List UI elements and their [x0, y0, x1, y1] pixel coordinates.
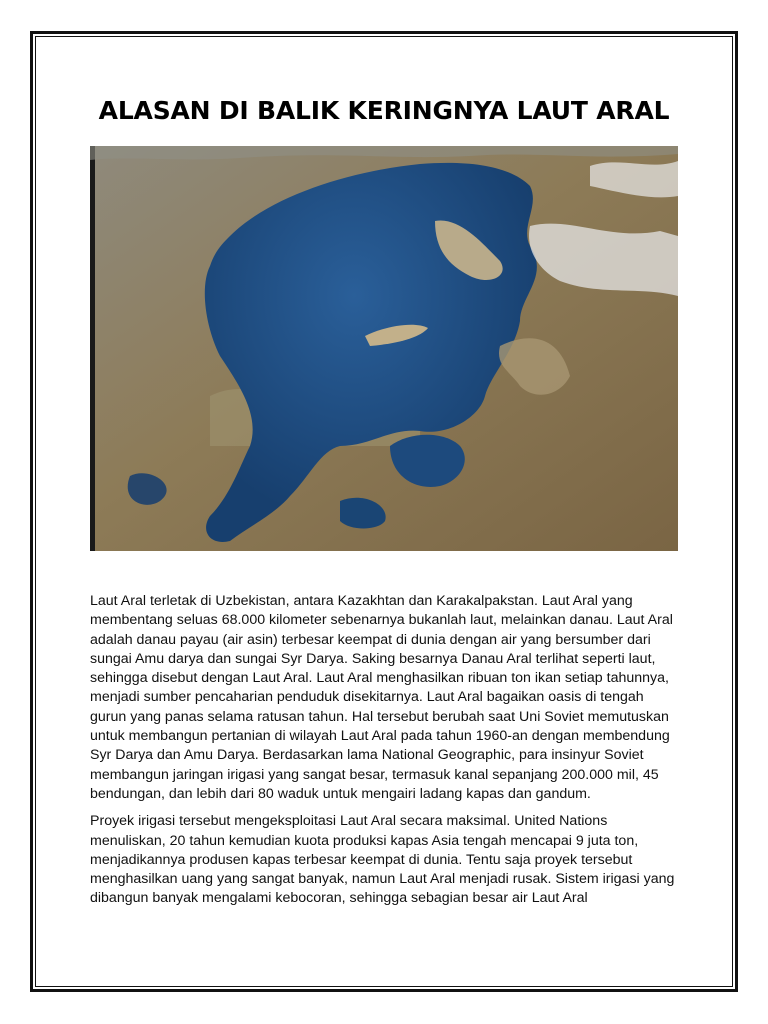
photo-edge [90, 146, 95, 551]
article-body [90, 592, 678, 917]
page-title: ALASAN DI BALIK KERINGNYA LAUT ARAL [98, 96, 670, 125]
aral-sea-photo [90, 146, 678, 551]
paragraph-1: Laut Aral terletak di Uzbekistan, antara Kazakhtan dan Karakalpakstan. Laut Aral yang membentang seluas 68.000 kilometer sebenarnya bukanlah laut, melainkan danau. Laut Aral adalah danau payau (air asin) terbesar keempat di dunia dengan air yang bersumber dari sungai Amu darya dan sungai Syr Darya. Saking besarnya Danau Aral terlihat seperti laut, sehingga disebut dengan Laut Aral. Laut Aral menghasilkan ribuan ton ikan setiap tahunnya, menjadi sumber pencaharian penduduk disekitarnya. Laut Aral bagaikan oasis di tengah gurun yang panas selama ratusan tahun. Hal tersebut berubah saat Uni Soviet memutuskan untuk membangun pertanian di wilayah Laut Aral pada tahun 1960-an dengan membendung Syr Darya dan Amu Darya. Berdasarkan lama National Geographic, para insinyur Soviet membangun jaringan irigasi yang sangat besar, termasuk kanal sepanjang 200.000 mil, 45 bendungan, dan lebih dari 80 waduk untuk mengairi ladang kapas dan gandum. [90, 593, 673, 802]
aral-sea-illustration [90, 146, 678, 551]
paragraph-2: Proyek irigasi tersebut mengeksploitasi Laut Aral secara maksimal. United Nations menuliskan, 20 tahun kemudian kuota produksi kapas Asia tengah mencapai 9 juta ton, menjadikannya produsen kapas terbesar keempat di dunia. Tentu saja proyek tersebut menghasilkan uang yang sangat banyak, namun Laut Aral menjadi rusak. Sistem irigasi yang dibangun banyak mengalami kebocoran, sehingga sebagian besar air Laut Aral [90, 813, 675, 907]
